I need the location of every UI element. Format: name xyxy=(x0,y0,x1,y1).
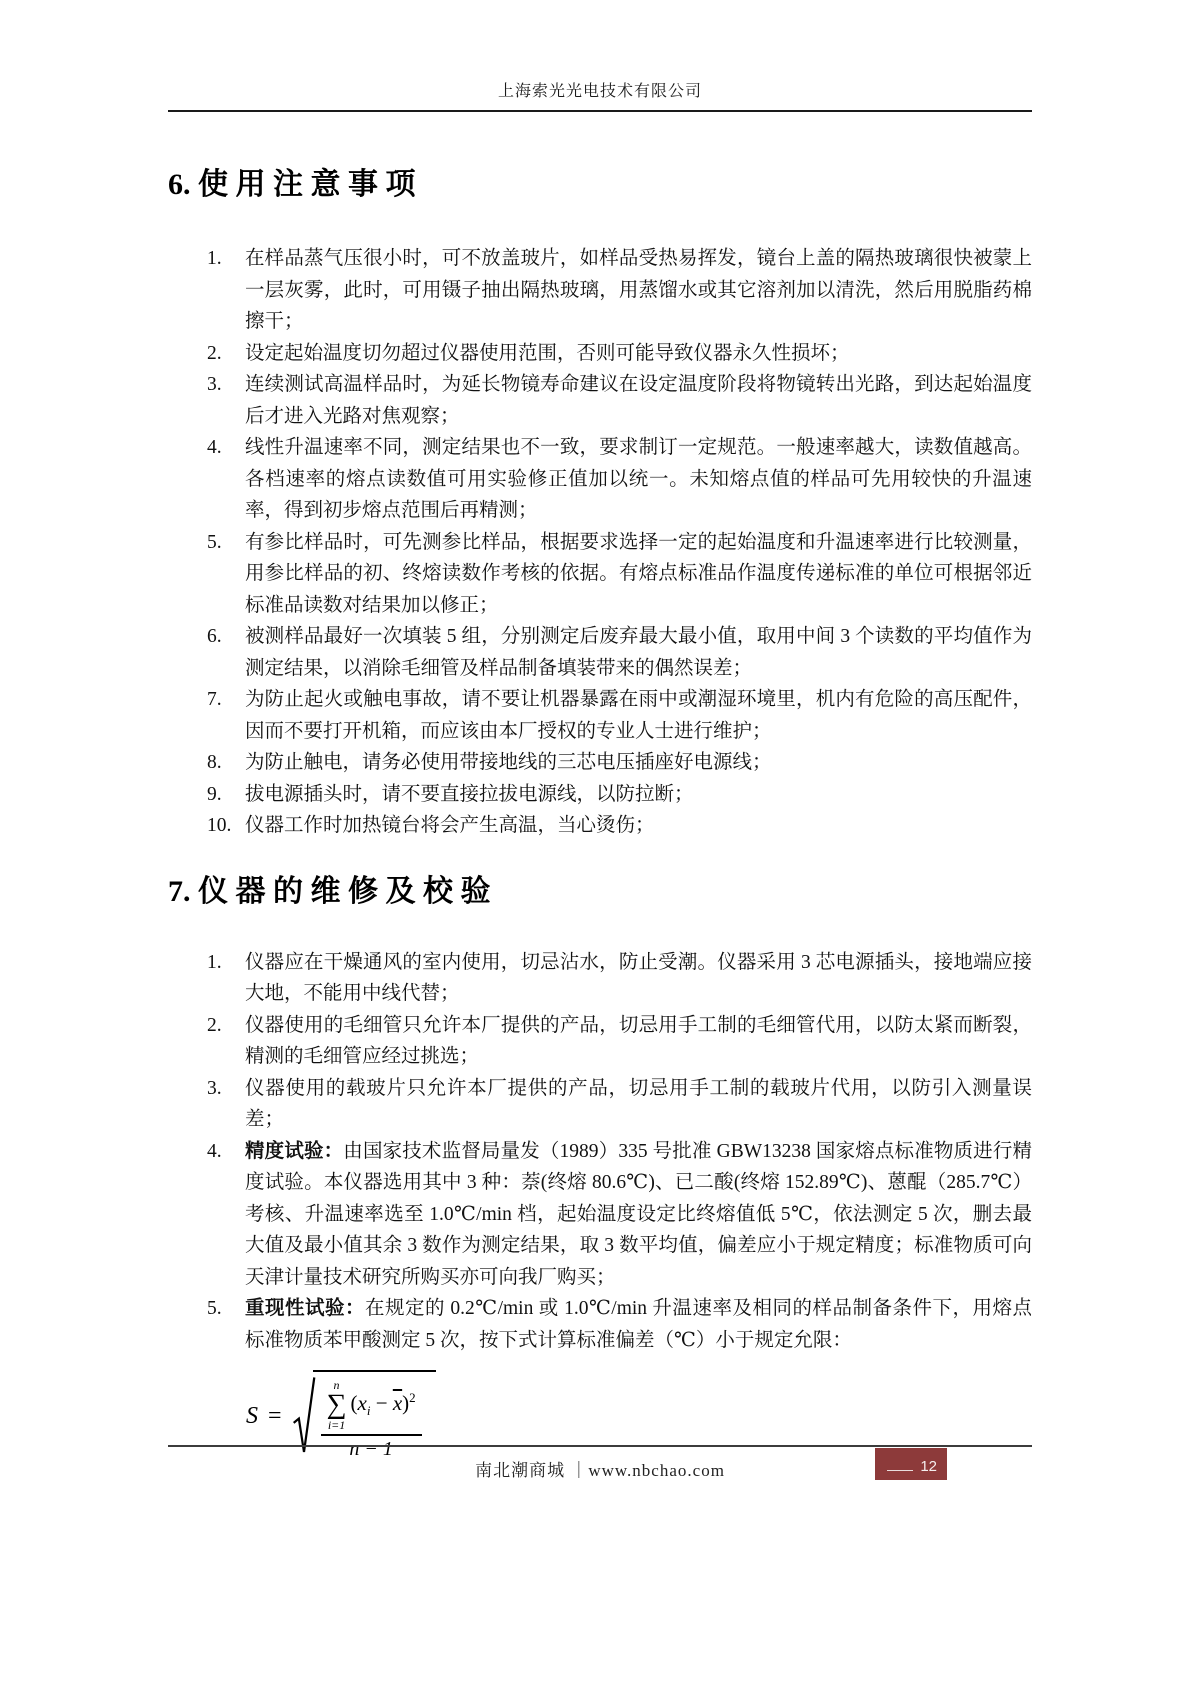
exponent-2: 2 xyxy=(409,1390,416,1406)
item-text: 仪器应在干燥通风的室内使用，切忌沾水，防止受潮。仪器采用 3 芯电源插头，接地端应接大地，不能用中线代替； xyxy=(245,951,1032,1004)
header-divider xyxy=(168,110,1032,112)
sum-upper-limit: n xyxy=(333,1378,340,1392)
list-item xyxy=(207,747,1032,779)
item-text: 有参比样品时，可先测参比样品，根据要求选择一定的起始温度和升温速率进行比较测量，用参比样品的初、终熔读数作考核的依据。有熔点标准品作温度传递标准的单位可根据邻近标准品读数对结果加以修正； xyxy=(245,531,1032,616)
item-number: 4. xyxy=(207,1140,222,1162)
item-number: 4. xyxy=(207,437,222,458)
fraction-denominator: n − 1 xyxy=(321,1434,422,1461)
item-body: 由国家技术监督局量发（1989）335 号批准 GBW13238 国家熔点标准物质进行精度试验。本仪器选用其中 3 种：萘(终熔 80.6℃)、已二酸(终熔 152.89℃)、蒽醌（285.7℃）考核、升温速率选至 1.0℃/min 档，起始温度设定比终熔值低 5℃，依法测定 5 次，删去最大值及最小值其余 3 数作为测定结果，取 3 数平均值，偏差应小于规定精度；标准物质可向天津计量技术研究所购买亦可向我厂购买； xyxy=(245,1140,1032,1288)
item-text xyxy=(245,1136,1032,1294)
item-text: 为防止起火或触电事故，请不要让机器暴露在雨中或潮湿环境里，机内有危险的高压配件，因而不要打开机箱，而应该由本厂授权的专业人士进行维护； xyxy=(245,689,1032,742)
list-item xyxy=(207,1293,1032,1356)
list-item xyxy=(207,779,1032,811)
list-item xyxy=(207,684,1032,747)
page-header xyxy=(168,0,1032,112)
squared-deviation-expression xyxy=(351,1390,416,1419)
badge-underline xyxy=(887,1470,913,1471)
item-text: 为防止触电，请务必使用带接地线的三芯电压插座好电源线； xyxy=(245,752,772,773)
minus-sign: − xyxy=(370,1391,393,1416)
list-item xyxy=(207,621,1032,684)
page-footer xyxy=(168,1445,1032,1481)
item-number: 2. xyxy=(207,1014,222,1036)
company-header: 上海索光光电技术有限公司 xyxy=(497,83,702,100)
list-item xyxy=(207,243,1032,338)
item-number: 3. xyxy=(207,374,222,395)
list-item xyxy=(207,1073,1032,1136)
variable-x: x xyxy=(357,1391,367,1416)
item-text: 在样品蒸气压很小时，可不放盖玻片，如样品受热易挥发，镜台上盖的隔热玻璃很快被蒙上一层灰雾，此时，可用镊子抽出隔热玻璃，用蒸馏水或其它溶剂加以清洗，然后用脱脂药棉擦干； xyxy=(245,248,1032,332)
item-number: 9. xyxy=(207,783,222,805)
item-number: 3. xyxy=(207,1077,222,1099)
item-number: 10. xyxy=(207,815,232,836)
sigma-icon: ∑ xyxy=(326,1389,347,1420)
mean-x-bar: $\overline{x}$ xyxy=(392,1391,403,1416)
item-number: 1. xyxy=(207,248,222,269)
open-paren: ( xyxy=(350,1391,358,1416)
item-number: 2. xyxy=(207,342,222,364)
item-text: 拔电源插头时，请不要直接拉拔电源线，以防拉断； xyxy=(245,783,694,805)
item-text: 线性升温速率不同，测定结果也不一致，要求制订一定规范。一般速率越大，读数值越高。各档速率的熔点读数值可用实验修正值加以统一。未知熔点值的样品可先用较快的升温速率，得到初步熔点范围后再精测； xyxy=(245,437,1032,521)
item-text: 仪器使用的毛细管只允许本厂提供的产品，切忌用手工制的毛细管代用，以防太紧而断裂，精测的毛细管应经过挑选； xyxy=(245,1014,1032,1067)
equals-sign: = xyxy=(268,1402,282,1429)
item-number: 5. xyxy=(207,1298,222,1319)
item-text: 仪器使用的载玻片只允许本厂提供的产品，切忌用手工制的载玻片代用，以防引入测量误差； xyxy=(245,1077,1032,1130)
list-item xyxy=(207,947,1032,1010)
list-item xyxy=(207,527,1032,622)
subscript-i: i xyxy=(366,1403,371,1419)
item-number: 5. xyxy=(207,531,222,553)
section6-list xyxy=(168,243,1032,842)
section6-title: 6. 使 用 注 意 事 项 xyxy=(168,168,416,201)
list-item xyxy=(207,1136,1032,1294)
item-text: 设定起始温度切勿超过仪器使用范围，否则可能导致仪器永久性损坏； xyxy=(245,342,850,364)
list-item xyxy=(207,1010,1032,1073)
formula-lhs: S xyxy=(246,1402,258,1429)
list-item xyxy=(207,369,1032,432)
summation xyxy=(327,1379,347,1431)
item-lead-bold: 重现性试验： xyxy=(245,1298,366,1319)
item-lead-bold: 精度试验： xyxy=(245,1140,344,1162)
item-text: 仪器工作时加热镜台将会产生高温，当心烫伤； xyxy=(245,815,655,836)
section7-list xyxy=(168,947,1032,1357)
item-text: 连续测试高温样品时，为延长物镜寿命建议在设定温度阶段将物镜转出光路，到达起始温度后才进入光路对焦观察； xyxy=(245,374,1032,427)
item-number: 8. xyxy=(207,752,222,773)
item-text: 被测样品最好一次填装 5 组，分别测定后废弃最大最小值，取用中间 3 个读数的平均值作为测定结果，以消除毛细管及样品制备填装带来的偶然误差； xyxy=(245,626,1032,679)
fraction-numerator xyxy=(321,1379,422,1434)
item-text xyxy=(245,1293,1032,1356)
item-body: 在规定的 0.2℃/min 或 1.0℃/min 升温速率及相同的样品制备条件下，用熔点标准物质苯甲酸测定 5 次，按下式计算标准偏差（℃）小于规定允限： xyxy=(245,1298,1032,1351)
sum-lower-limit: i=1 xyxy=(327,1418,346,1432)
list-item xyxy=(207,810,1032,842)
item-number: 1. xyxy=(207,951,222,973)
list-item xyxy=(207,432,1032,527)
footer-site-text: 南北潮商城 ｜www.nbchao.com xyxy=(475,1461,725,1480)
section7-title: 7. 仪 器 的 维 修 及 校 验 xyxy=(168,874,491,908)
footer-divider xyxy=(168,1445,1032,1447)
close-paren: ) xyxy=(402,1391,410,1416)
item-number: 6. xyxy=(207,626,222,647)
item-number: 7. xyxy=(207,689,222,710)
list-item xyxy=(207,338,1032,370)
page-number: 12 xyxy=(920,1458,937,1475)
page-number-badge xyxy=(875,1448,947,1480)
